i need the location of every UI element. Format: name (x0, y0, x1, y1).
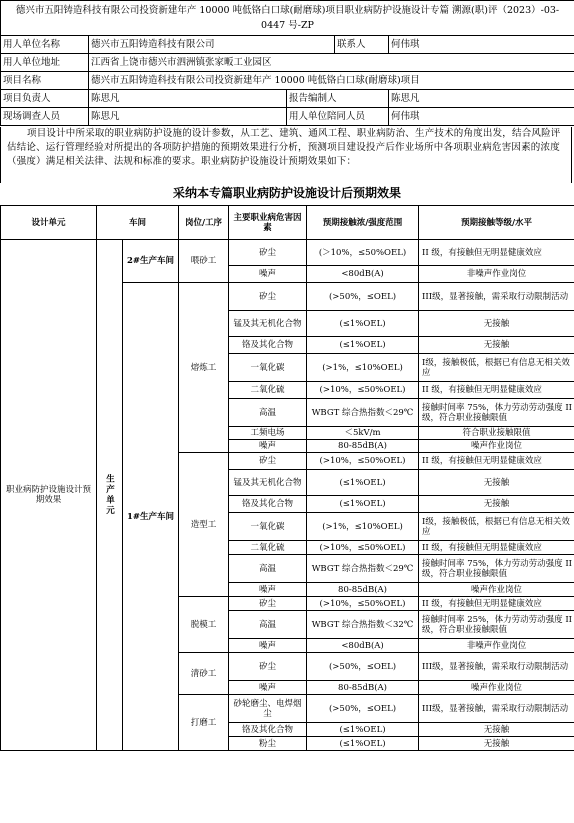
factor-cell: 铬及其化合物 (229, 496, 307, 513)
header-concentration: 预期接触浓/强度范围 (307, 206, 419, 240)
header-workshop: 车间 (97, 206, 179, 240)
factor-cell: 粉尘 (229, 737, 307, 751)
field-label: 现场调查人员 (1, 108, 89, 126)
concentration-cell: 80-85dB(A) (307, 440, 419, 453)
level-cell: 符合职业接触限值 (419, 427, 574, 440)
factor-cell: 矽尘 (229, 597, 307, 611)
factor-cell: 矽尘 (229, 240, 307, 266)
post-cell: 打磨工 (179, 695, 229, 751)
level-cell: II 级，有接触但无明显健康效应 (419, 597, 574, 611)
concentration-cell: (>50%，≤OEL) (307, 653, 419, 681)
factor-cell: 锰及其无机化合物 (229, 311, 307, 337)
factor-cell: 二氧化硫 (229, 382, 307, 399)
document-title: 德兴市五阳铸造科技有限公司投资新建年产 10000 吨低铬白口球(耐磨球)项目职业病防护设施设计专篇 溯源(职)评（2023）-03-0447 号-ZP (1, 1, 574, 36)
concentration-cell: (＞10%，≤50%OEL) (307, 240, 419, 266)
level-cell: I级，接触极低，根据已有信息无相关效应 (419, 513, 574, 541)
field-value: 德兴市五阳铸造科技有限公司投资新建年产 10000 吨低铬白口球(耐磨球)项目 (89, 72, 574, 90)
field-value: 何伟琪 (389, 108, 574, 126)
level-cell: 非噪声作业岗位 (419, 266, 574, 283)
field-value: 陈思凡 (389, 90, 574, 108)
factor-cell: 一氧化碳 (229, 354, 307, 382)
level-cell: 无接触 (419, 311, 574, 337)
level-cell: 接触时间率 75%，体力劳动劳动强度 II 级，符合职业接触限值 (419, 399, 574, 427)
factor-cell: 二氧化硫 (229, 541, 307, 555)
description-paragraph: 项目设计中所采取的职业病防护设施的设计参数，从工艺、建筑、通风工程、职业病防治、生产技术的角度出发，结合风险评估结论、运行管理经验对所提出的各项防护措施的预期效果进行分析，预测项目建设投产后作业场所中各项职业病危害因素的浓度（强度）满足相关法律、法规和标准的要求。职业病防护设施设计预期效果如下： (0, 127, 572, 183)
concentration-cell: (>50%，≤OEL) (307, 695, 419, 723)
level-cell: 非噪声作业岗位 (419, 639, 574, 653)
field-value: 江西省上饶市德兴市泗洲镇张家畈工业园区 (89, 54, 574, 72)
left-label: 职业病防护设施设计预期效果 (1, 240, 97, 751)
field-value: 德兴市五阳铸造科技有限公司 (89, 36, 335, 54)
workshop-1: 1#生产车间 (123, 283, 179, 751)
level-cell: 无接触 (419, 496, 574, 513)
concentration-cell: (≤1%OEL) (307, 723, 419, 737)
concentration-cell: (>10%，≤50%OEL) (307, 382, 419, 399)
factor-cell: 噪声 (229, 266, 307, 283)
concentration-cell: (>10%，≤50%OEL) (307, 453, 419, 470)
concentration-cell: (≤1%OEL) (307, 470, 419, 496)
factor-cell: 铬及其化合物 (229, 337, 307, 354)
field-label: 项目名称 (1, 72, 89, 90)
header-table (0, 0, 574, 126)
factor-cell: 高温 (229, 399, 307, 427)
level-cell: II 级，有接触但无明显健康效应 (419, 453, 574, 470)
factor-cell: 矽尘 (229, 283, 307, 311)
field-label: 项目负责人 (1, 90, 89, 108)
concentration-cell: (>50%，≤OEL) (307, 283, 419, 311)
factor-cell: 噪声 (229, 681, 307, 695)
field-label: 联系人 (335, 36, 389, 54)
level-cell: 噪声作业岗位 (419, 583, 574, 597)
concentration-cell: (>10%，≤50%OEL) (307, 541, 419, 555)
level-cell: 噪声作业岗位 (419, 440, 574, 453)
factor-cell: 铬及其化合物 (229, 723, 307, 737)
factor-cell: 高温 (229, 555, 307, 583)
factor-cell: 噪声 (229, 583, 307, 597)
factor-cell: 噪声 (229, 639, 307, 653)
post-cell: 造型工 (179, 453, 229, 597)
header-level: 预期接触等级/水平 (419, 206, 574, 240)
factor-cell: 噪声 (229, 440, 307, 453)
concentration-cell: WBGT 综合热指数＜29℃ (307, 399, 419, 427)
level-cell: II 级，有接触但无明显健康效应 (419, 541, 574, 555)
concentration-cell: (≤1%OEL) (307, 496, 419, 513)
field-value: 陈思凡 (89, 90, 287, 108)
workshop-2: 2#生产车间 (123, 240, 179, 283)
table-title: 采纳本专篇职业病防护设施设计后预期效果 (172, 186, 401, 200)
level-cell: 噪声作业岗位 (419, 681, 574, 695)
field-label: 用人单位名称 (1, 36, 89, 54)
effect-table (0, 205, 574, 751)
concentration-cell: (≤1%OEL) (307, 337, 419, 354)
level-cell: II 级，有接触但无明显健康效应 (419, 382, 574, 399)
level-cell: II 级，有接触但无明显健康效应 (419, 240, 574, 266)
level-cell: 无接触 (419, 737, 574, 751)
level-cell: I级，接触极低，根据已有信息无相关效应 (419, 354, 574, 382)
unit-label: 生产单元 (97, 240, 123, 751)
level-cell: 无接触 (419, 723, 574, 737)
factor-cell: 工频电场 (229, 427, 307, 440)
concentration-cell: 80-85dB(A) (307, 583, 419, 597)
level-cell: III级，显著接触，需采取行动限制活动 (419, 283, 574, 311)
header-unit: 设计单元 (1, 206, 97, 240)
header-post: 岗位/工序 (179, 206, 229, 240)
factor-cell: 一氧化碳 (229, 513, 307, 541)
post-cell: 清砂工 (179, 653, 229, 695)
factor-cell: 矽尘 (229, 653, 307, 681)
post-cell: 熔炼工 (179, 283, 229, 453)
concentration-cell: <80dB(A) (307, 266, 419, 283)
concentration-cell: WBGT 综合热指数＜32℃ (307, 611, 419, 639)
header-factor: 主要职业病危害因素 (229, 206, 307, 240)
level-cell: 无接触 (419, 337, 574, 354)
concentration-cell: (≤1%OEL) (307, 737, 419, 751)
factor-cell: 矽尘 (229, 453, 307, 470)
field-label: 报告编制人 (287, 90, 389, 108)
level-cell: III级，显著接触，需采取行动限制活动 (419, 695, 574, 723)
concentration-cell: 80-85dB(A) (307, 681, 419, 695)
level-cell: III级，显著接触，需采取行动限制活动 (419, 653, 574, 681)
field-value: 陈思凡 (89, 108, 287, 126)
concentration-cell: (>1%，≤10%OEL) (307, 354, 419, 382)
level-cell: 接触时间率 25%，体力劳动劳动强度 II 级，符合职业接触限值 (419, 611, 574, 639)
field-value: 何伟琪 (389, 36, 574, 54)
concentration-cell: ＜5kV/m (307, 427, 419, 440)
factor-cell: 砂轮磨尘、电焊烟尘 (229, 695, 307, 723)
post-cell: 脱模工 (179, 597, 229, 653)
field-label: 用人单位地址 (1, 54, 89, 72)
concentration-cell: WBGT 综合热指数＜29℃ (307, 555, 419, 583)
concentration-cell: (>10%，≤50%OEL) (307, 597, 419, 611)
concentration-cell: (>1%，≤10%OEL) (307, 513, 419, 541)
factor-cell: 高温 (229, 611, 307, 639)
post-cell: 喂砂工 (179, 240, 229, 283)
level-cell: 无接触 (419, 470, 574, 496)
level-cell: 接触时间率 75%，体力劳动劳动强度 II 级，符合职业接触限值 (419, 555, 574, 583)
factor-cell: 锰及其无机化合物 (229, 470, 307, 496)
field-label: 用人单位陪同人员 (287, 108, 389, 126)
concentration-cell: <80dB(A) (307, 639, 419, 653)
concentration-cell: (≤1%OEL) (307, 311, 419, 337)
